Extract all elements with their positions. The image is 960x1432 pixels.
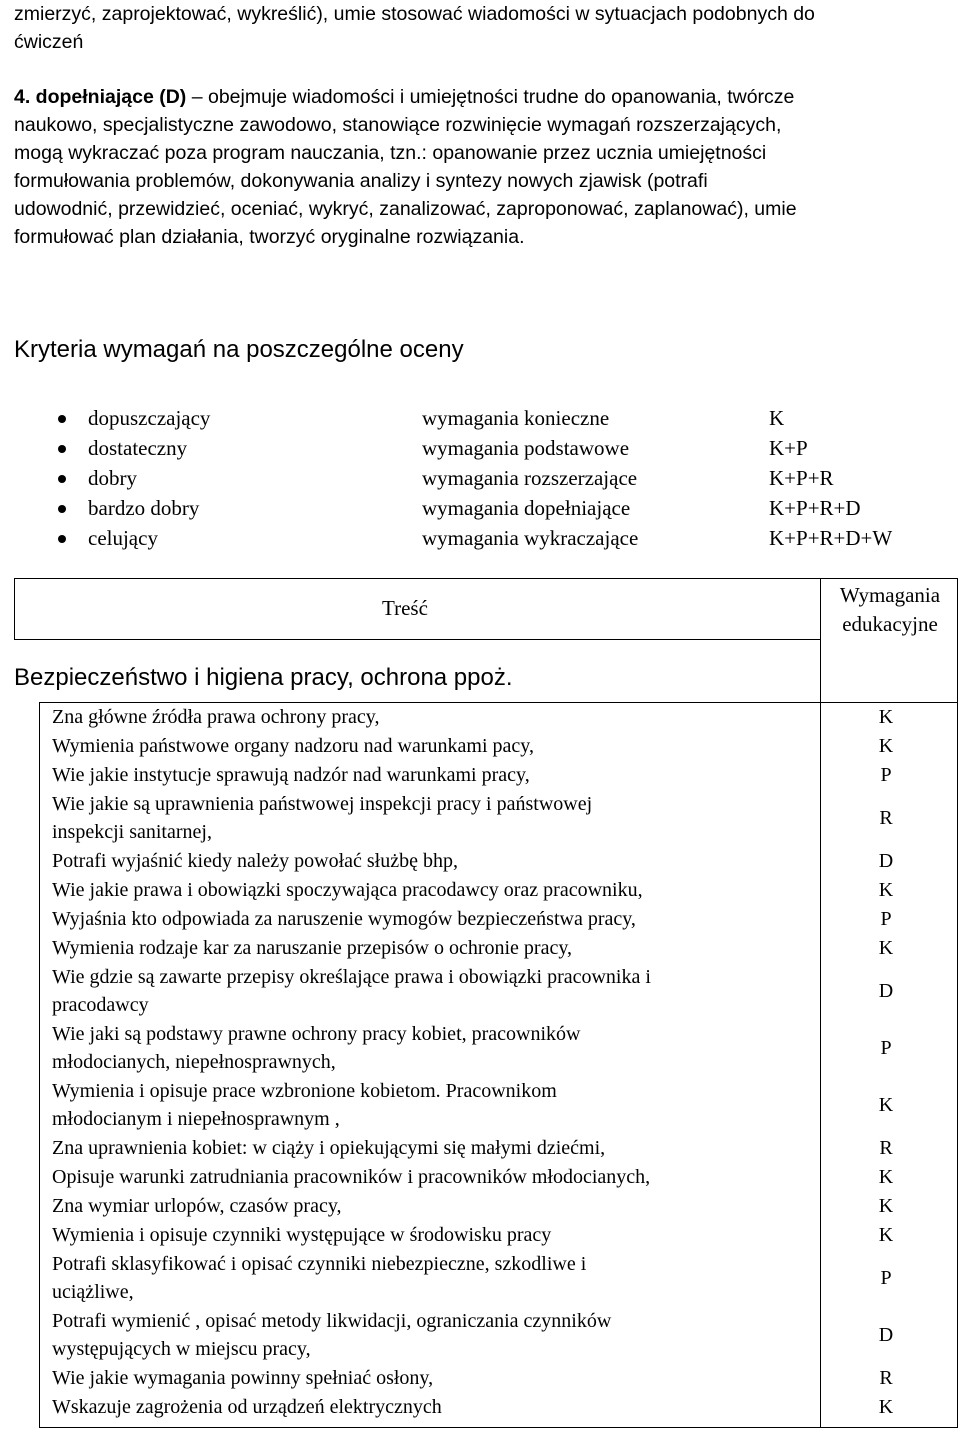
bullet-icon bbox=[58, 535, 66, 543]
row-requirement: R bbox=[879, 1137, 893, 1159]
grade-code: K+P bbox=[769, 436, 808, 460]
grade-code: K+P+R bbox=[769, 466, 834, 490]
row-requirement: P bbox=[880, 1037, 892, 1059]
grade-requirement: wymagania rozszerzające bbox=[422, 466, 638, 490]
grade-row bbox=[0, 493, 960, 523]
bullet-icon bbox=[58, 475, 66, 483]
row-text: Wie jakie prawa i obowiązki spoczywająca pracodawcy oraz pracowniku, bbox=[52, 879, 643, 901]
row-text: młodocianych, niepełnosprawnych, bbox=[52, 1051, 336, 1073]
intro-line-8: formułować plan działania, tworzyć oryginalne rozwiązania. bbox=[14, 226, 525, 248]
row-text: Wie jaki są podstawy prawne ochrony pracy kobiet, pracowników bbox=[52, 1023, 581, 1045]
bullet-icon bbox=[58, 505, 66, 513]
row-text: Zna uprawnienia kobiet: w ciąży i opiekującymi się małymi dziećmi, bbox=[52, 1137, 606, 1159]
row-text: Potrafi wymienić , opisać metody likwidacji, ograniczania czynników bbox=[52, 1310, 612, 1332]
table-header-bottom bbox=[14, 639, 820, 640]
intro-line-3 bbox=[14, 83, 794, 111]
row-requirement: R bbox=[879, 1367, 893, 1389]
row-requirement: R bbox=[879, 807, 893, 829]
grade-code: K bbox=[769, 406, 785, 430]
table-left-border-head bbox=[14, 578, 15, 640]
header-requirements-line-2: edukacyjne bbox=[842, 612, 938, 636]
table-right-border bbox=[957, 578, 958, 1428]
row-text: Opisuje warunki zatrudniania pracowników i pracowników młodocianych, bbox=[52, 1166, 651, 1188]
grade-name: dostateczny bbox=[88, 436, 188, 460]
table-top-border bbox=[14, 578, 958, 579]
row-requirement: K bbox=[878, 1224, 894, 1246]
table-bottom-border bbox=[39, 1427, 957, 1428]
row-text: pracodawcy bbox=[52, 994, 149, 1016]
bullet-icon bbox=[58, 445, 66, 453]
row-text: Wie jakie instytucje sprawują nadzór nad warunkami pracy, bbox=[52, 764, 530, 786]
header-requirements bbox=[820, 581, 960, 639]
row-requirement: K bbox=[878, 1094, 894, 1116]
grade-requirement: wymagania dopełniające bbox=[422, 496, 631, 520]
row-text: Wymienia i opisuje czynniki występujące w środowisku pracy bbox=[52, 1224, 552, 1246]
intro-line-1: zmierzyć, zaprojektować, wykreślić), umie stosować wiadomości w sytuacjach podobnych do bbox=[14, 3, 815, 25]
row-text: Wie gdzie są zawarte przepisy określające prawa i obowiązki pracownika i bbox=[52, 966, 651, 988]
row-text: inspekcji sanitarnej, bbox=[52, 821, 212, 843]
row-requirement: K bbox=[878, 937, 894, 959]
row-requirement: K bbox=[878, 879, 894, 901]
section-title: Bezpieczeństwo i higiena pracy, ochrona ppoż. bbox=[14, 664, 513, 691]
row-text: Zna główne źródła prawa ochrony pracy, bbox=[52, 706, 380, 728]
row-text: występujących w miejscu pracy, bbox=[52, 1338, 311, 1360]
table-inner-left-border bbox=[39, 702, 40, 1428]
row-text: Wymienia rodzaje kar za naruszanie przepisów o ochronie pracy, bbox=[52, 937, 573, 959]
grade-code: K+P+R+D+W bbox=[769, 526, 893, 550]
row-requirement: K bbox=[878, 1396, 894, 1418]
header-requirements-line-1: Wymagania bbox=[839, 583, 941, 607]
row-requirement: D bbox=[878, 980, 894, 1002]
intro-line-4: naukowo, specjalistyczne zawodowo, stanowiące rozwinięcie wymagań rozszerzających, bbox=[14, 114, 782, 136]
grade-row bbox=[0, 433, 960, 463]
intro-line-5: mogą wykraczać poza program nauczania, tzn.: opanowanie przez ucznia umiejętności bbox=[14, 142, 767, 164]
intro-line-2: ćwiczeń bbox=[14, 31, 84, 53]
row-text: Wyjaśnia kto odpowiada za naruszenie wymogów bezpieczeństwa pracy, bbox=[52, 908, 636, 930]
row-requirement: P bbox=[880, 764, 892, 786]
grade-name: dobry bbox=[88, 466, 137, 490]
row-text: Wie jakie wymagania powinny spełniać osłony, bbox=[52, 1367, 434, 1389]
intro-line-7: udowodnić, przewidzieć, oceniać, wykryć, zanalizować, zaproponować, zaplanować), umie bbox=[14, 198, 797, 220]
grade-row bbox=[0, 463, 960, 493]
grade-row bbox=[0, 403, 960, 433]
grade-requirement: wymagania wykraczające bbox=[422, 526, 639, 550]
grade-name: celujący bbox=[88, 526, 158, 550]
row-requirement: P bbox=[880, 908, 892, 930]
grade-name: bardzo dobry bbox=[88, 496, 200, 520]
row-text: Zna wymiar urlopów, czasów pracy, bbox=[52, 1195, 342, 1217]
header-content: Treść bbox=[382, 596, 428, 620]
row-requirement: K bbox=[878, 1195, 894, 1217]
grade-row bbox=[0, 523, 960, 553]
row-requirement: P bbox=[880, 1267, 892, 1289]
grade-name: dopuszczający bbox=[88, 406, 211, 430]
row-text: Potrafi sklasyfikować i opisać czynniki niebezpieczne, szkodliwe i bbox=[52, 1253, 587, 1275]
row-text: Wymienia i opisuje prace wzbronione kobietom. Pracownikom bbox=[52, 1080, 557, 1102]
row-text: Potrafi wyjaśnić kiedy należy powołać służbę bhp, bbox=[52, 850, 458, 872]
grade-requirement: wymagania podstawowe bbox=[422, 436, 630, 460]
row-requirement: K bbox=[878, 735, 894, 757]
bullet-icon bbox=[58, 415, 66, 423]
row-text: uciążliwe, bbox=[52, 1281, 134, 1303]
level-description: – obejmuje wiadomości i umiejętności trudne do opanowania, twórcze bbox=[186, 86, 795, 108]
row-requirement: K bbox=[878, 1166, 894, 1188]
row-requirement: D bbox=[878, 850, 894, 872]
criteria-heading: Kryteria wymagań na poszczególne oceny bbox=[14, 336, 464, 363]
grade-code: K+P+R+D bbox=[769, 496, 861, 520]
level-label: 4. dopełniające (D) bbox=[14, 86, 187, 108]
intro-line-6: formułowania problemów, dokonywania analizy i syntezy nowych zjawisk (potrafi bbox=[14, 170, 708, 192]
row-requirement: K bbox=[878, 706, 894, 728]
row-text: Wymienia państwowe organy nadzoru nad warunkami pacy, bbox=[52, 735, 534, 757]
row-text: młodocianym i niepełnosprawnym , bbox=[52, 1108, 340, 1130]
row-requirement: D bbox=[878, 1324, 894, 1346]
row-text: Wie jakie są uprawnienia państwowej inspekcji pracy i państwowej bbox=[52, 793, 593, 815]
row-text: Wskazuje zagrożenia od urządzeń elektrycznych bbox=[52, 1396, 442, 1418]
grade-requirement: wymagania konieczne bbox=[422, 406, 610, 430]
